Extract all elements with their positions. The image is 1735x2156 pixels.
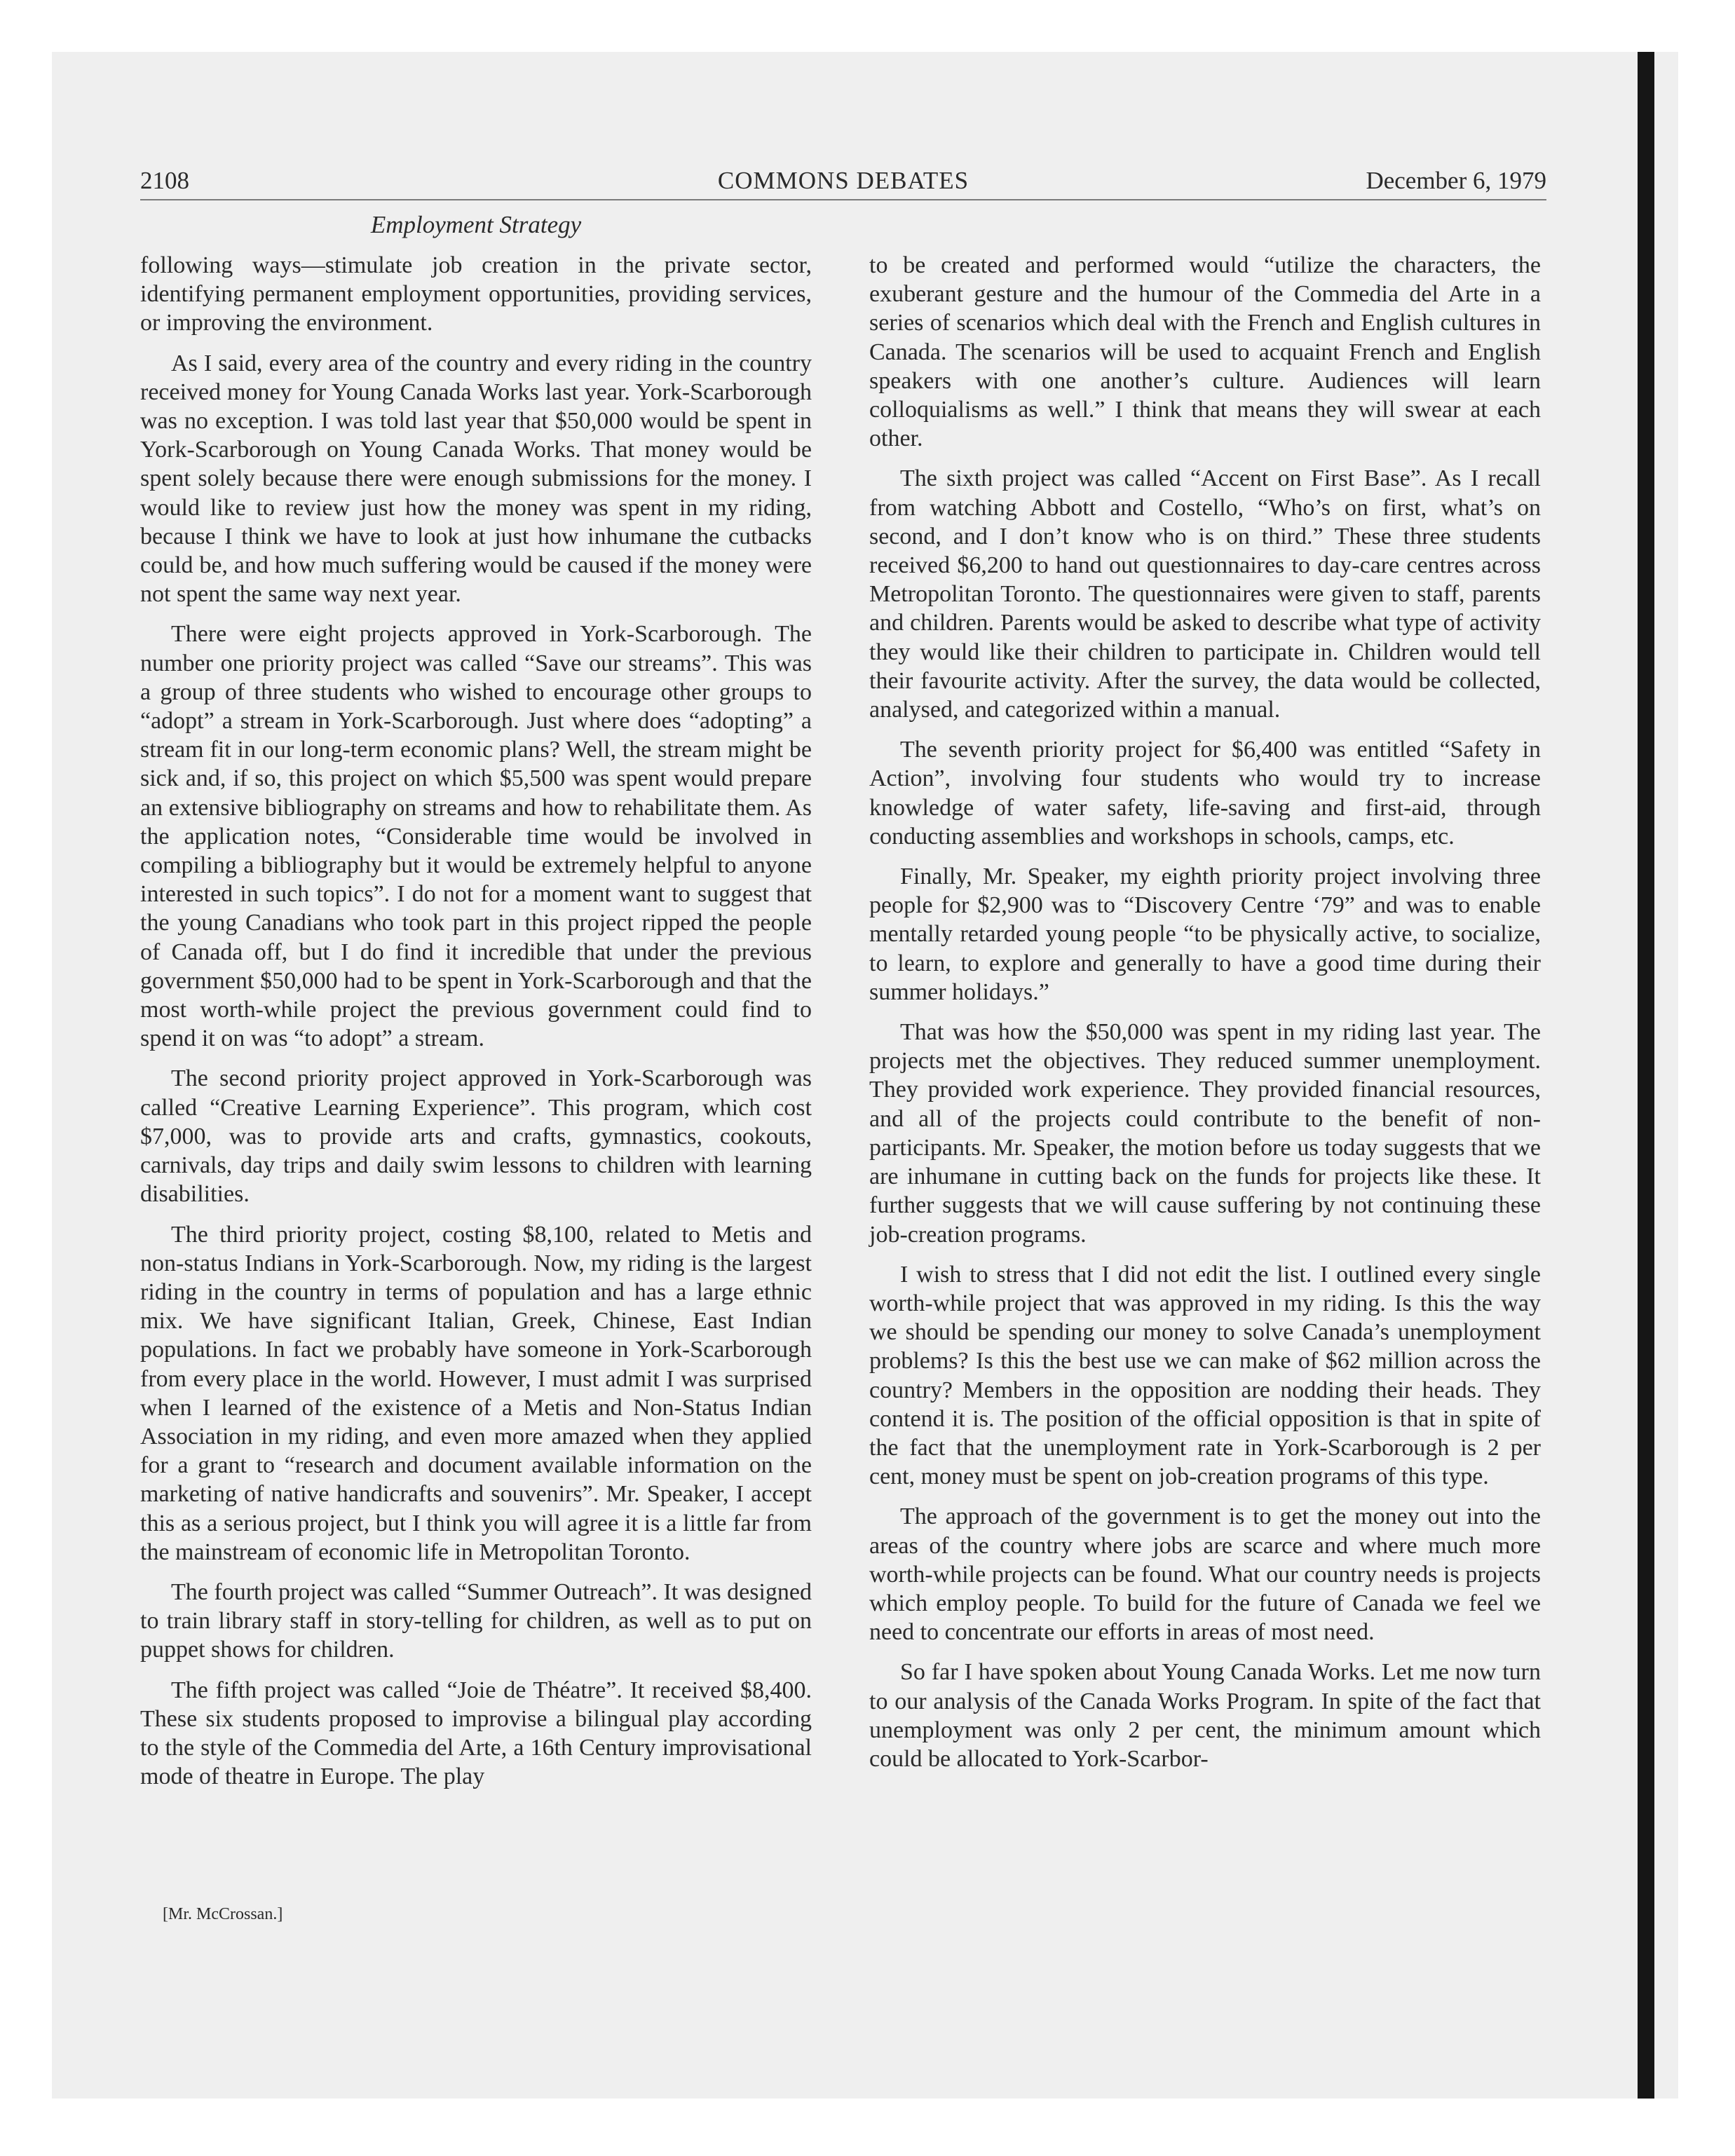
paragraph: As I said, every area of the country and every riding in the country received money for Young Canada Works last year. York-Scarborough was no exception. I was told last year that $50,000 would be spent in York-Scarborough on Young Canada Works. That money would be spent solely because there were enough submissions for the money. I would like to review just how the money was spent in my riding, because I think we have to look at just how inhumane the cutbacks could be, and how much suffering would be caused if the money were not spent the same way next year.: [140, 350, 812, 608]
paragraph: That was how the $50,000 was spent in my riding last year. The projects met the objectives. They reduced summer unemployment. They provided work experience. They provided financial resources, and all of the projects could contribute to the benefit of non-participants. Mr. Speaker, the motion before us today suggests that we are inhumane in cutting back on the funds for projects like these. It further suggests that we will cause suffering by not continuing these job-creation programs.: [869, 1019, 1541, 1248]
section-title: Employment Strategy: [370, 211, 582, 238]
paragraph: to be created and performed would “utilize the characters, the exuberant gesture and the humour of the Commedia del Arte in a series of scenarios which deal with the French and English cultures in Canada. The scenarios will be used to acquaint French and English speakers with one another’s culture. Audiences will learn colloquialisms as well.” I think that means they will swear at each other.: [869, 252, 1541, 452]
paragraph: The seventh priority project for $6,400 was entitled “Safety in Action”, involving four students who would try to increase knowledge of water safety, life-saving and first-aid, through conducting assemblies and workshops in schools, camps, etc.: [869, 737, 1541, 850]
scan-edge-bar: [1638, 52, 1654, 2099]
paragraph: following ways—stimulate job creation in the private sector, identifying permanent employment opportunities, providing services, or improving the environment.: [140, 252, 812, 336]
page-header: [140, 163, 1546, 199]
paragraph: The third priority project, costing $8,100, related to Metis and non-status Indians in York-Scarborough. Now, my riding is the largest riding in the country in terms of population and has a large ethnic mix. We have significant Italian, Greek, Chinese, East Indian populations. In fact we probably have someone in York-Scarborough from every place in the world. However, I must admit I was surprised when I learned of the existence of a Metis and Non-Status Indian Association in my riding, and even more amazed when they applied for a grant to “research and document available information on the marketing of native handicrafts and souvenirs”. Mr. Speaker, I accept this as a serious project, but I think you will agree it is a little far from the mainstream of economic life in Metropolitan Toronto.: [140, 1221, 812, 1565]
paragraph: I wish to stress that I did not edit the list. I outlined every single worth-while project that was approved in my riding. Is this the way we should be spending our money to solve Canada’s unemployment problems? Is this the best use we can make of $62 million across the country? Members in the opposition are nodding their heads. They contend it is. The position of the official opposition is that in spite of the fact that the unemployment rate in York-Scarborough is 2 per cent, money must be spent on job-creation programs of this type.: [869, 1261, 1541, 1490]
paragraph: The approach of the government is to get the money out into the areas of the country where jobs are scarce and where much more worth-while projects can be found. What our country needs is projects which employ people. To build for the future of Canada we feel we need to concentrate our efforts in areas of most need.: [869, 1503, 1541, 1646]
page-number: 2108: [140, 167, 189, 194]
paragraph: Finally, Mr. Speaker, my eighth priority project involving three people for $2,900 was to “Discovery Centre ‘79” and was to enable mentally retarded young people “to be physically active, to socialize, to learn, to explore and generally to have a good time during their summer holidays.”: [869, 864, 1541, 1005]
paragraph: The fourth project was called “Summer Outreach”. It was designed to train library staff in story-telling for children, as well as to put on puppet shows for children.: [140, 1578, 812, 1663]
paragraph: The second priority project approved in York-Scarborough was called “Creative Learning Experience”. This program, which cost $7,000, was to provide arts and crafts, gymnastics, cookouts, carnivals, day trips and daily swim lessons to children with learning disabilities.: [140, 1065, 812, 1208]
right-column: [869, 251, 1541, 1785]
left-column: [140, 251, 812, 1802]
header-date: December 6, 1979: [1366, 167, 1546, 194]
publication-title: COMMONS DEBATES: [717, 167, 969, 194]
paragraph: The sixth project was called “Accent on First Base”. As I recall from watching Abbott and Costello, “Who’s on first, what’s on second, and I don’t know who is on third.” These three students received $6,200 to hand out questionnaires to day-care centres across Metropolitan Toronto. The questionnaires were given to staff, parents and children. Parents would be asked to describe what type of activity they would like their children to participate in. Children would tell their favourite activity. After the survey, the data would be collected, analysed, and categorized within a manual.: [869, 465, 1541, 723]
paragraph: The fifth project was called “Joie de Théatre”. It received $8,400. These six students proposed to improvise a bilingual play according to the style of the Commedia del Arte, a 16th Century improvisational mode of theatre in Europe. The play: [140, 1677, 812, 1790]
paragraph: So far I have spoken about Young Canada Works. Let me now turn to our analysis of the Canada Works Program. In spite of the fact that unemployment was only 2 per cent, the minimum amount which could be allocated to York-Scarbor-: [869, 1659, 1541, 1772]
speaker-note: [Mr. McCrossan.]: [163, 1905, 283, 1923]
header-rule: [140, 199, 1546, 200]
paragraph: There were eight projects approved in York-Scarborough. The number one priority project was called “Save our streams”. This was a group of three students who wished to encourage other groups to “adopt” a stream in York-Scarborough. Just where does “adopting” a stream fit in our long-term economic plans? Well, the stream might be sick and, if so, this project on which $5,500 was spent would prepare an extensive bibliography on streams and how to rehabilitate them. As the application notes, “Considerable time would be involved in compiling a bibliography but it would be extremely helpful to anyone interested in such topics”. I do not for a moment want to suggest that the young Canadians who took part in this project ripped the people of Canada off, but I do find it incredible that under the previous government $50,000 had to be spent in York-Scarborough and that the most worth-while project the previous government could find to spend it on was “to adopt” a stream.: [140, 621, 812, 1052]
